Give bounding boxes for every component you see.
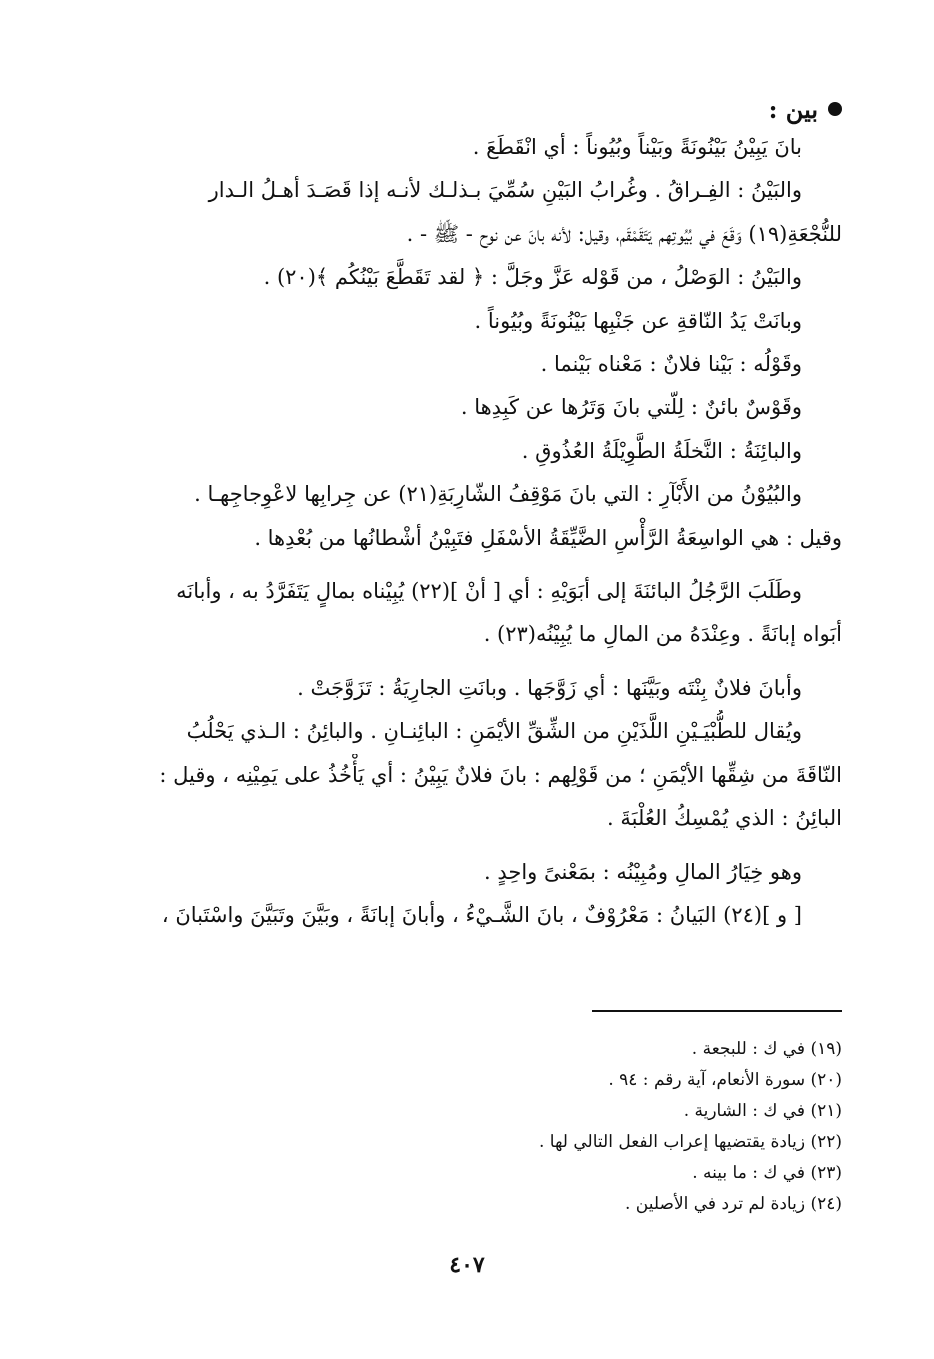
text-line: وقَوْسٌ بائنٌ : لِلّتي بانَ وَتَرُها عن كَبِدِها . (460, 395, 802, 420)
text-line: وأبانَ فلانٌ بِنْتَه وبَيَّنَها : أي زَوَّجَها . وبانَتِ الجارِيَةُ : تَزَوَّجَتْ . (297, 675, 802, 700)
text-line: للنُّجْعَةِ(١٩) وَقَعَ في بُيُوتِهم يَتَقَمْقَم، وقيل: لأنه بانَ عن نوح - ﷺ - . (406, 221, 842, 246)
page-number: ٤٠٧ (449, 1252, 485, 1278)
footnote: (٢٤) زيادة لم ترد في الأصلين . (625, 1194, 842, 1214)
text-line: ويُقال للطُّبْيَـيْنِ اللَّذَيْنِ من الشِّقِّ الأيْمَنِ : البائِنـانِ . والبائِنُ : الـذي يَحْلُبُ (186, 719, 802, 744)
text-line: [ و ](٢٤) البَيانُ : مَعْرُوْفٌ ، بانَ الشَّـيْءُ ، وأبانَ إبانَةً ، وبَيَّنَ وتَبَيَّنَ واسْتَبانَ ، (161, 902, 802, 927)
entry-heading (112, 92, 842, 126)
text-lines (112, 126, 842, 937)
text-line: وهو خِيَارُ المالِ ومُبِيْنُه : بمَعْنىً واحِدٍ . (483, 859, 802, 884)
paragraph-gap (112, 657, 842, 667)
footnote: (٢٠) سورة الأنعام، آية رقم : ٩٤ . (608, 1070, 842, 1090)
main-text (112, 92, 842, 937)
text-line: والبَيْنُ : الفِـراقُ . وغُرابُ البَيْنِ سُمِّيَ بـذلـك لأنـه إذا قَصَـدَ أهـلُ الـدار (208, 178, 802, 203)
footnote: (٢٢) زيادة يقتضيها إعراب الفعل التالي لها . (538, 1132, 842, 1152)
text-line: البائِنُ : الذي يُمْسِكُ العُلْبَةَ . (607, 806, 842, 831)
paragraph-gap (112, 560, 842, 570)
text-line: وقَوْلُه : بَيْنا فلانٌ : مَعْناه بَيْنما . (540, 352, 802, 377)
text-line: أبَواه إبانَةً . وعِنْدَهُ من المالِ ما يُبِيْنُه(٢٣) . (483, 622, 842, 647)
footnote: (٢٣) في ك : ما بينه . (692, 1163, 842, 1183)
paragraph-gap (112, 841, 842, 851)
footnote: (١٩) في ك : للبجعة . (691, 1039, 842, 1059)
text-line: وبانَتْ يَدُ النّاقةِ عن جَنْبِها بَيْنُونَةً وبُيُوناً . (474, 308, 802, 333)
text-line: بانَ يَبِيْنُ بَيْنُونَةً وبَيْناً وبُيُوناً : أي انْقَطَعَ . (472, 135, 802, 159)
text-line: والبُيُوْنُ من الأَبْآرِ : التي بانَ مَوْقِفُ الشّارِبَةِ(٢١) عن جِرابِها لاعْوِجاجِهـا . (194, 482, 802, 507)
bullet-dot-icon (828, 102, 842, 116)
text-line: والبائِنَةُ : النَّخلَةُ الطَّوِيْلَةُ العُذُوقِ . (521, 438, 802, 463)
text-line: النّاقَةَ من شِقِّها الأيْمَنِ ؛ من قَوْلِهم : بانَ فلانٌ يَبِيْنُ : أي يَأْخُذُ على يَمِيْنِه ، وقيل : (159, 762, 842, 787)
text-line: والبَيْنُ : الوَصْلُ ، من قَوْله عَزَّ وجَلَّ : ﴿ لقد تَقَطَّعَ بَيْنُكُم ﴾(٢٠) . (263, 265, 802, 290)
footnote: (٢١) في ك : الشارية . (683, 1101, 842, 1121)
footnotes (112, 1034, 842, 1220)
text-line: وطَلَبَ الرَّجُلُ البائنَةَ إلى أبَوَيْهِ : أي [ أنْ ](٢٢) يُبِيْناه بمالٍ يَتَفَرَّدُ به ، وأبانَه (176, 579, 802, 604)
footnote-separator (592, 1010, 842, 1012)
text-line: وقيل : هي الواسِعَةُ الرَّأْسِ الضَّيِّقَةُ الأسْفَلِ فتَبِيْنُ أشْطانُها من بُعْدِها . (254, 525, 842, 550)
entry-heading-text: بين : (768, 94, 818, 124)
